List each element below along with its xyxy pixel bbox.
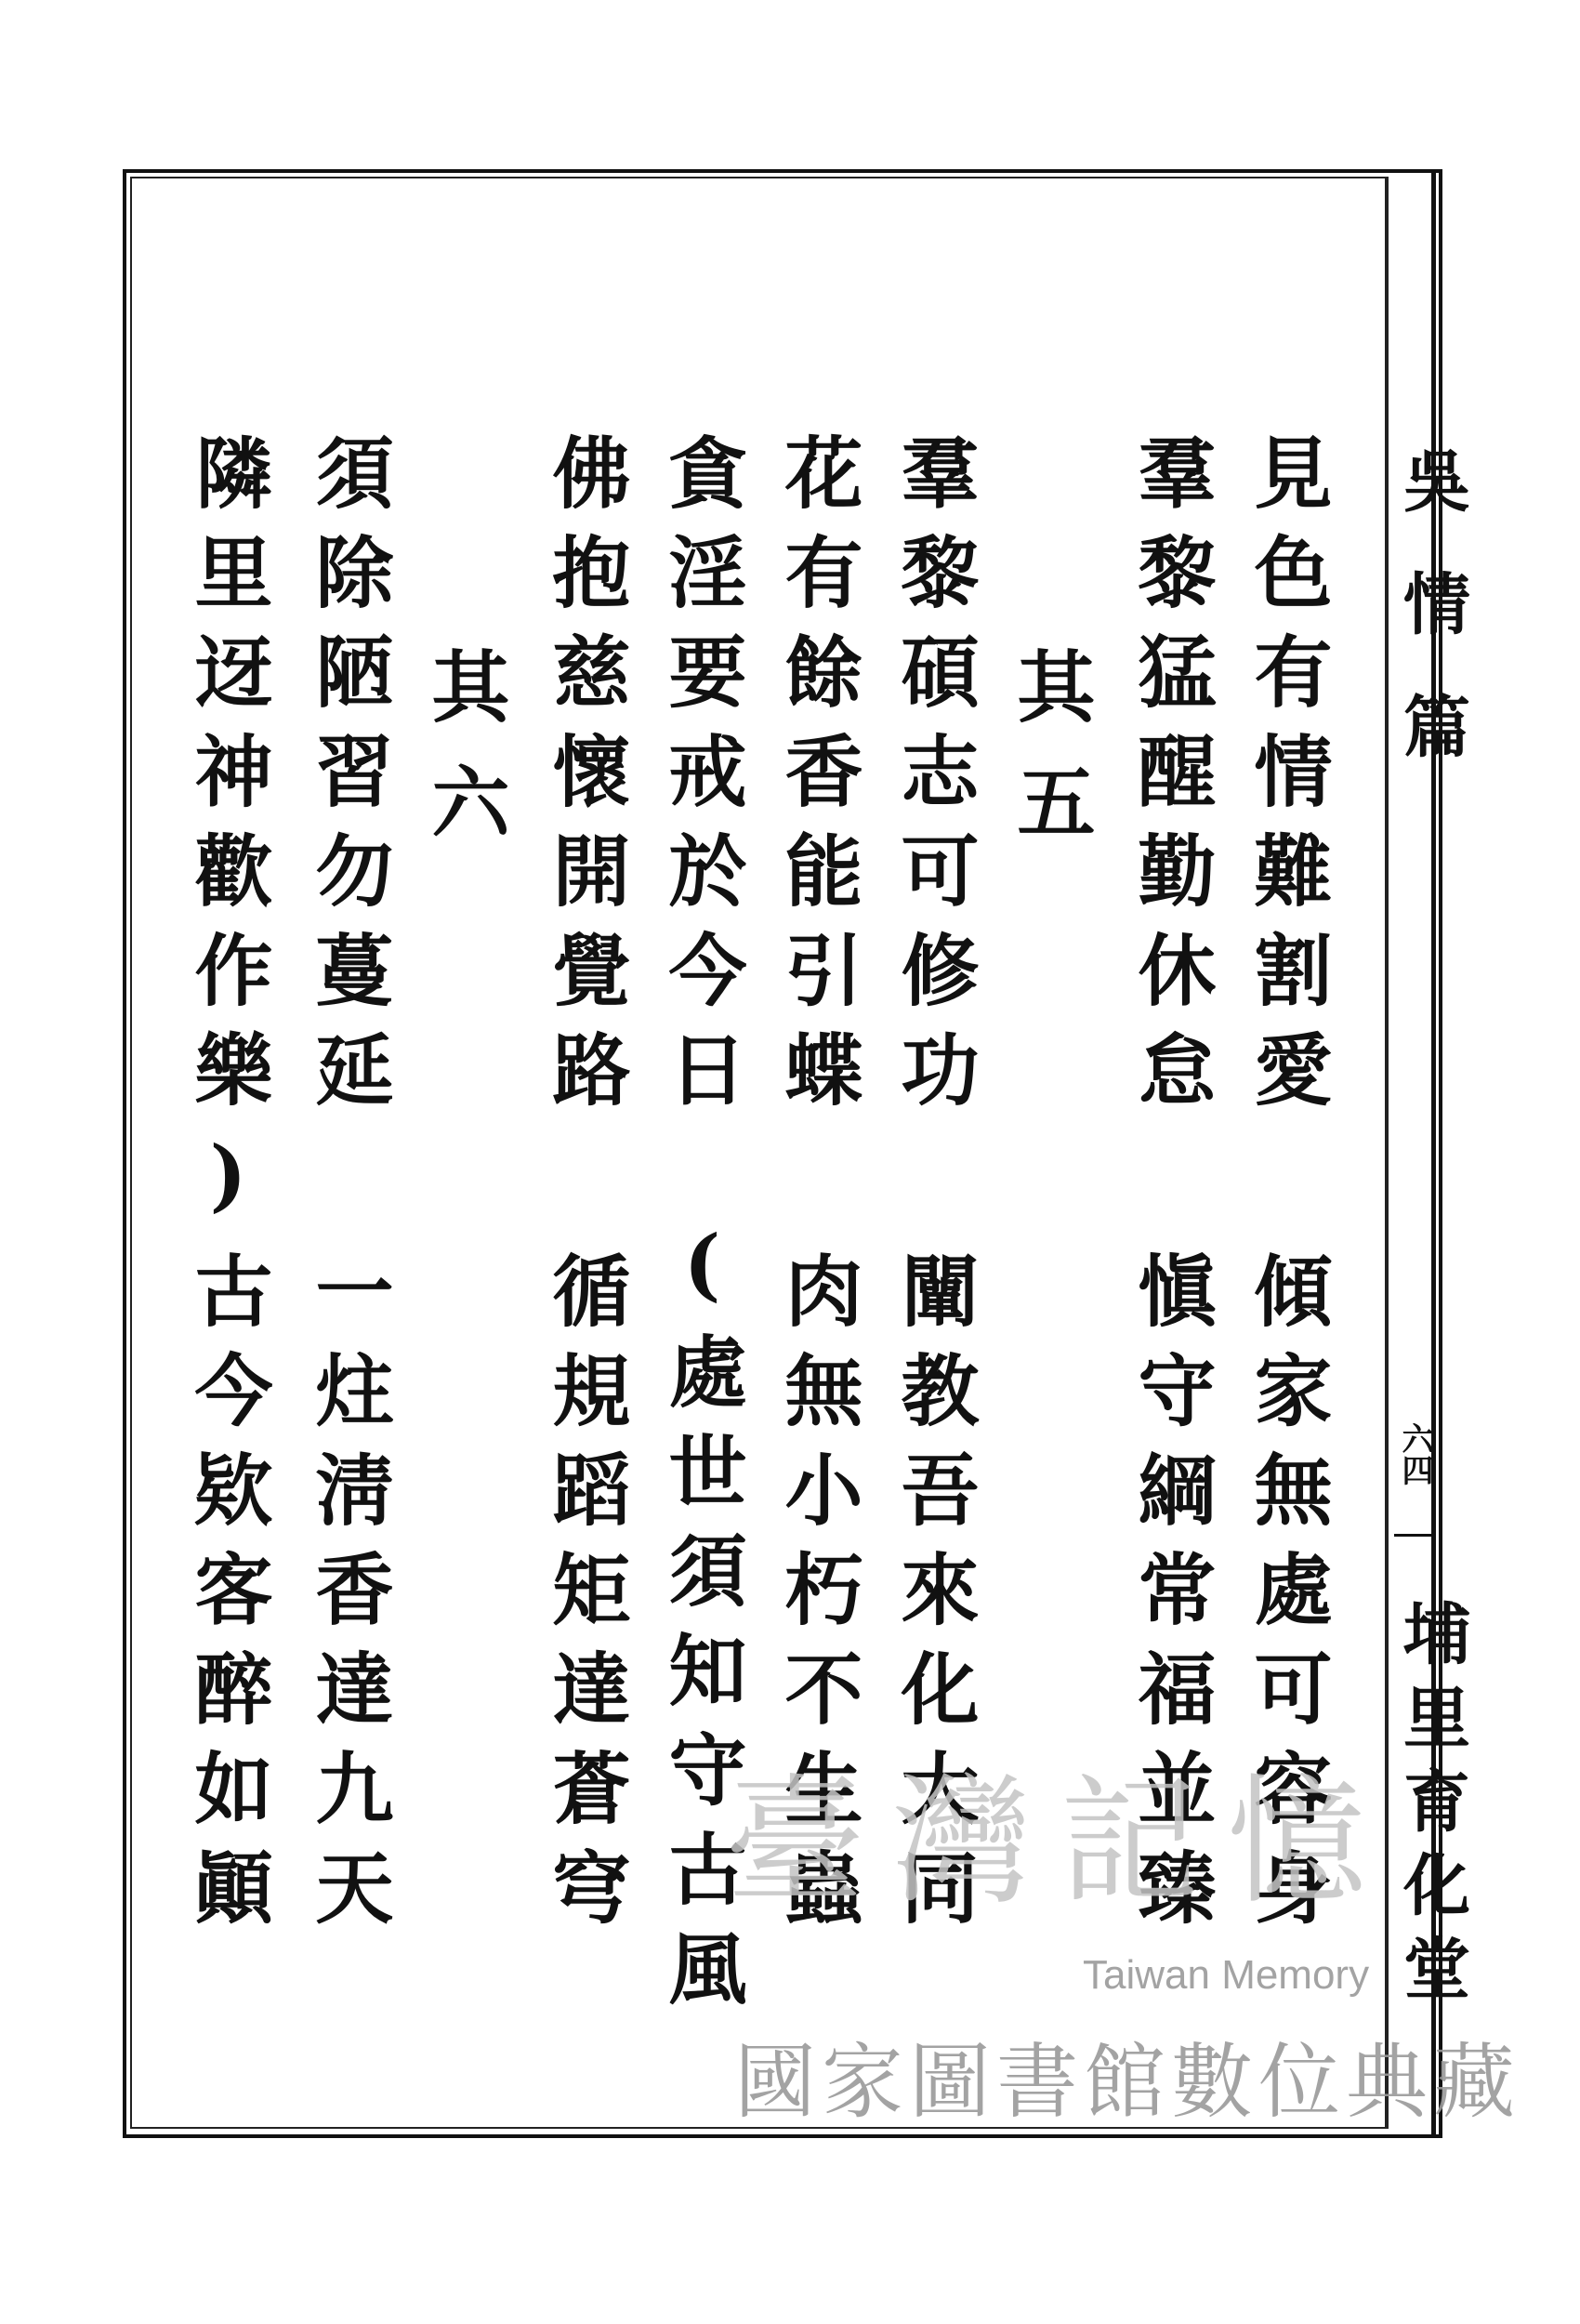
poem-line-6-lower: 循規蹈矩達蒼穹 xyxy=(540,1250,632,1947)
poem-line-1-lower: 傾家無處可容身 xyxy=(1242,1250,1334,1947)
poem-line-6-upper: 佛抱慈懷開覺路 xyxy=(540,432,632,1129)
poem-line-5-upper: 貪淫要戒於今日 xyxy=(656,432,748,1129)
poem-line-1-upper: 見色有情難割愛 xyxy=(1242,432,1334,1129)
watermark-taiwan-memory-script: 臺灣記憶 xyxy=(725,1762,1395,1923)
watermark-ncl-digital-archive: 國家圖書館數位典藏 xyxy=(734,2034,1521,2130)
margin-divider xyxy=(1394,1534,1435,1537)
margin-publisher: 埔里育化堂 xyxy=(1392,1599,1471,2017)
margin-book-title: 吳情篇 xyxy=(1392,446,1471,814)
poem-line-4-upper: 花有餘香能引蝶 xyxy=(772,432,864,1129)
watermark-taiwan-memory-latin: Taiwan Memory xyxy=(1083,1952,1370,1998)
section-heading-five: 其五 xyxy=(1005,646,1097,877)
page-number: 六四 xyxy=(1396,1422,1433,1486)
section-heading-six: 其六 xyxy=(419,646,511,877)
poem-line-7-upper: 須除陋習勿蔓延 xyxy=(303,432,395,1129)
poem-line-8-lower: 古今欵客醉如顚 xyxy=(182,1250,274,1947)
poem-line-5-lower: (處世須知守古風 xyxy=(656,1218,748,2027)
poem-line-3-lower: 闡教吾來化大同 xyxy=(889,1250,981,1947)
poem-line-2-upper: 羣黎猛醒勤休怠 xyxy=(1126,432,1218,1129)
poem-line-8-upper: 隣里迓神歡作樂) xyxy=(182,432,274,1242)
poem-line-2-lower: 愼守綱常福並臻 xyxy=(1126,1250,1218,1947)
poem-line-7-lower: 一炷淸香達九天 xyxy=(303,1250,395,1947)
poem-line-4-lower: 肉無小朽不生蟲 xyxy=(772,1250,864,1947)
poem-line-3-upper: 羣黎碩志可修功 xyxy=(889,432,981,1129)
